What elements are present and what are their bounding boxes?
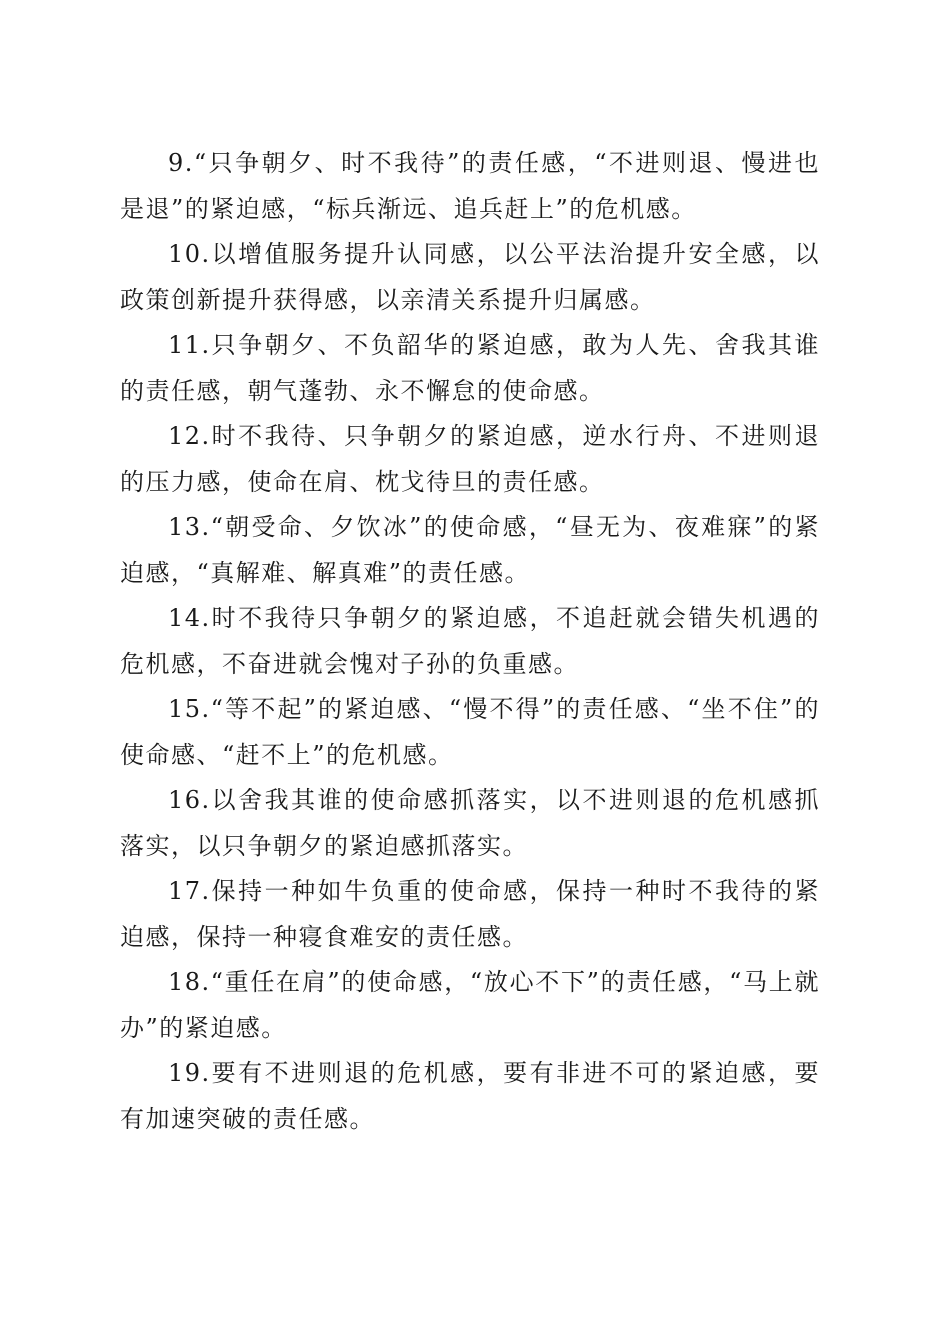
paragraph-item-13: 13.“朝受命、夕饮冰”的使命感，“昼无为、夜难寐”的紧迫感，“真解难、解真难”的责任感。 — [120, 513, 820, 587]
paragraph-item-11: 11.只争朝夕、不负韶华的紧迫感，敢为人先、舍我其谁的责任感，朝气蓬勃、永不懈怠的使命感。 — [120, 331, 820, 405]
paragraph-item-17: 17.保持一种如牛负重的使命感，保持一种时不我待的紧迫感，保持一种寝食难安的责任感。 — [120, 877, 820, 951]
paragraph-item-18: 18.“重任在肩”的使命感，“放心不下”的责任感，“马上就办”的紧迫感。 — [120, 968, 820, 1042]
paragraph-item-12: 12.时不我待、只争朝夕的紧迫感，逆水行舟、不进则退的压力感，使命在肩、枕戈待旦的责任感。 — [120, 422, 820, 496]
paragraph-item-10: 10.以增值服务提升认同感，以公平法治提升安全感，以政策创新提升获得感，以亲清关系提升归属感。 — [120, 240, 820, 314]
paragraph-item-16: 16.以舍我其谁的使命感抓落实，以不进则退的危机感抓落实，以只争朝夕的紧迫感抓落实。 — [120, 786, 820, 860]
paragraph-item-14: 14.时不我待只争朝夕的紧迫感，不追赶就会错失机遇的危机感，不奋进就会愧对子孙的负重感。 — [120, 604, 820, 678]
paragraph-item-19: 19.要有不进则退的危机感，要有非进不可的紧迫感，要有加速突破的责任感。 — [120, 1059, 820, 1133]
paragraph-item-9: 9.“只争朝夕、时不我待”的责任感，“不进则退、慢进也是退”的紧迫感，“标兵渐远、追兵赶上”的危机感。 — [120, 149, 820, 223]
paragraph-item-15: 15.“等不起”的紧迫感、“慢不得”的责任感、“坐不住”的使命感、“赶不上”的危机感。 — [120, 695, 820, 769]
document-body — [120, 141, 820, 1142]
